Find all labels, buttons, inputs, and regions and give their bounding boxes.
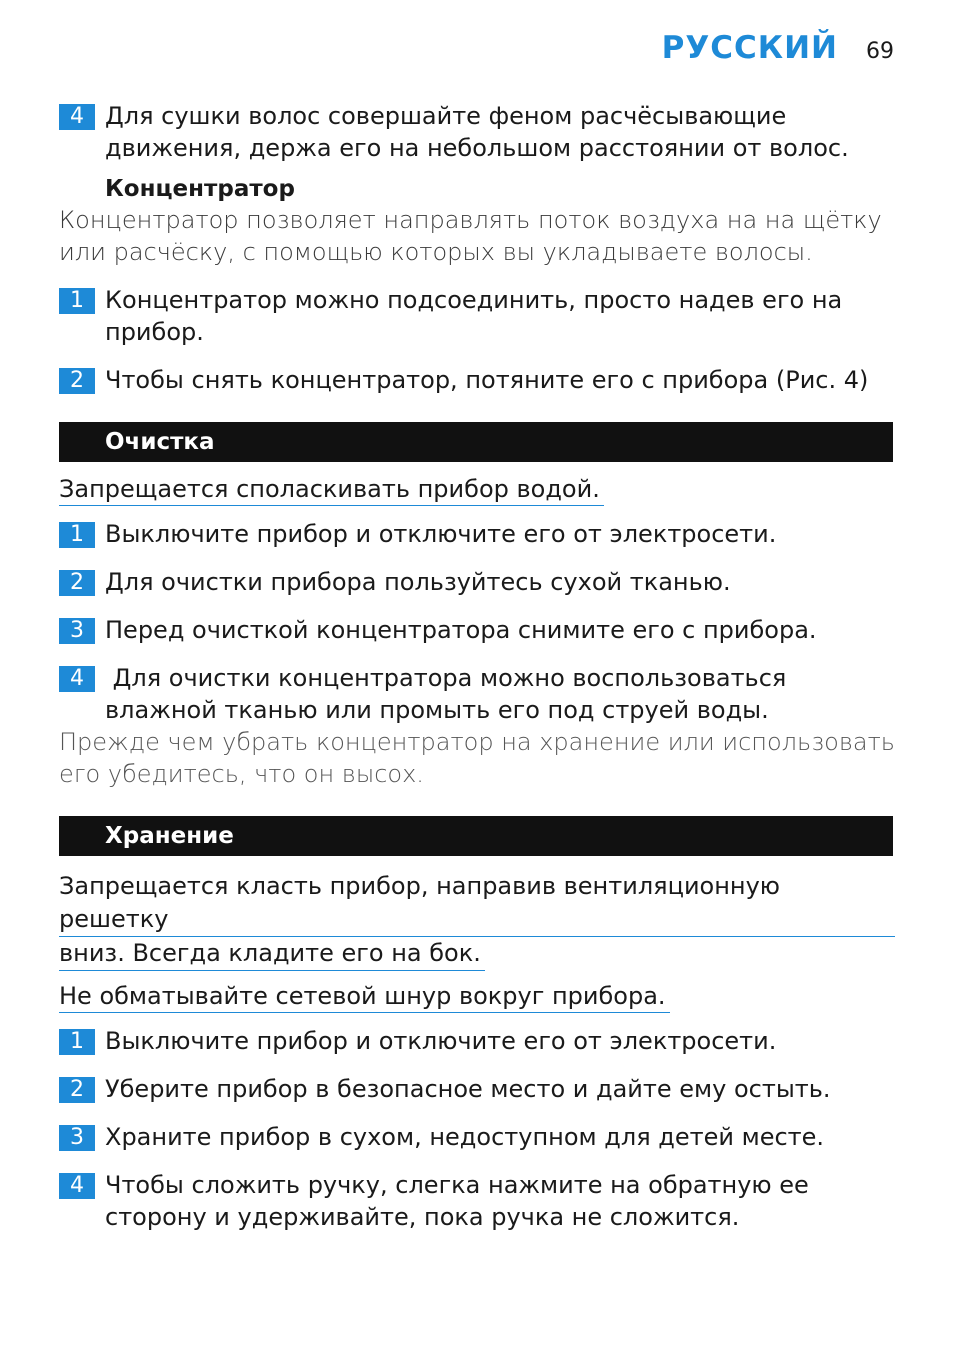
step-item <box>59 518 895 550</box>
step-item <box>59 1169 895 1233</box>
section-header-storage <box>59 816 893 856</box>
step-number-badge: 3 <box>59 618 95 644</box>
step-item <box>59 614 895 646</box>
page-header <box>662 30 894 66</box>
step-number-badge: 4 <box>59 1173 95 1199</box>
step-text: Храните прибор в сухом, недоступном для детей месте. <box>105 1123 825 1151</box>
step-text: Концентратор можно подсоединить, просто надев его на прибор. <box>105 286 843 346</box>
warning-text: вниз. Всегда кладите его на бок. <box>59 937 485 971</box>
warning-text: Запрещается класть прибор, направив вентиляционную решетку <box>59 870 895 937</box>
warning-text: Запрещается споласкивать прибор водой. <box>59 474 604 506</box>
step-text: Уберите прибор в безопасное место и дайте ему остыть. <box>105 1075 831 1103</box>
subsection-heading: Концентратор <box>105 176 295 202</box>
step-text: Чтобы снять концентратор, потяните его с прибора (Рис. 4) <box>105 366 869 394</box>
step-text: Выключите прибор и отключите его от электросети. <box>105 1027 777 1055</box>
step-item <box>59 100 895 164</box>
step-number-badge: 2 <box>59 368 95 394</box>
step-item <box>59 364 895 396</box>
step-number-badge: 1 <box>59 1029 95 1055</box>
cleaning-note: Прежде чем убрать концентратор на хранение или использовать его убедитесь, что он высох. <box>59 728 895 788</box>
step-number-badge: 2 <box>59 570 95 596</box>
step-number-badge: 1 <box>59 288 95 314</box>
step-number-badge: 3 <box>59 1125 95 1151</box>
page-number: 69 <box>866 39 894 64</box>
step-item <box>59 1073 895 1105</box>
step-number-badge: 4 <box>59 104 95 130</box>
step-text: Чтобы сложить ручку, слегка нажмите на обратную ее сторону и удерживайте, пока ручка не сложится. <box>105 1171 809 1231</box>
step-number-badge: 4 <box>59 666 95 692</box>
concentrator-description: Концентратор позволяет направлять поток воздуха на на щётку или расчёску, с помощью которых вы укладываете волосы. <box>59 206 882 266</box>
step-number-badge: 1 <box>59 522 95 548</box>
step-text: Перед очисткой концентратора снимите его с прибора. <box>105 616 817 644</box>
step-item <box>59 566 895 598</box>
step-text: Для сушки волос совершайте феном расчёсывающие движения, держа его на небольшом расстоянии от волос. <box>105 102 849 162</box>
section-title: Хранение <box>105 823 234 849</box>
step-text: Выключите прибор и отключите его от электросети. <box>105 520 777 548</box>
page-content <box>59 100 895 1249</box>
step-number-badge: 2 <box>59 1077 95 1103</box>
step-item <box>59 284 895 348</box>
language-title: РУССКИЙ <box>661 30 838 66</box>
step-item <box>59 1025 895 1057</box>
warning-block <box>59 870 895 971</box>
section-header-cleaning <box>59 422 893 462</box>
warning-text: Не обматывайте сетевой шнур вокруг прибора. <box>59 981 670 1013</box>
step-item <box>59 662 895 726</box>
step-item <box>59 1121 895 1153</box>
section-title: Очистка <box>105 429 215 455</box>
step-text: Для очистки прибора пользуйтесь сухой тканью. <box>105 568 731 596</box>
step-text: Для очистки концентратора можно воспользоваться влажной тканью или промыть его под струей воды. <box>105 664 794 724</box>
